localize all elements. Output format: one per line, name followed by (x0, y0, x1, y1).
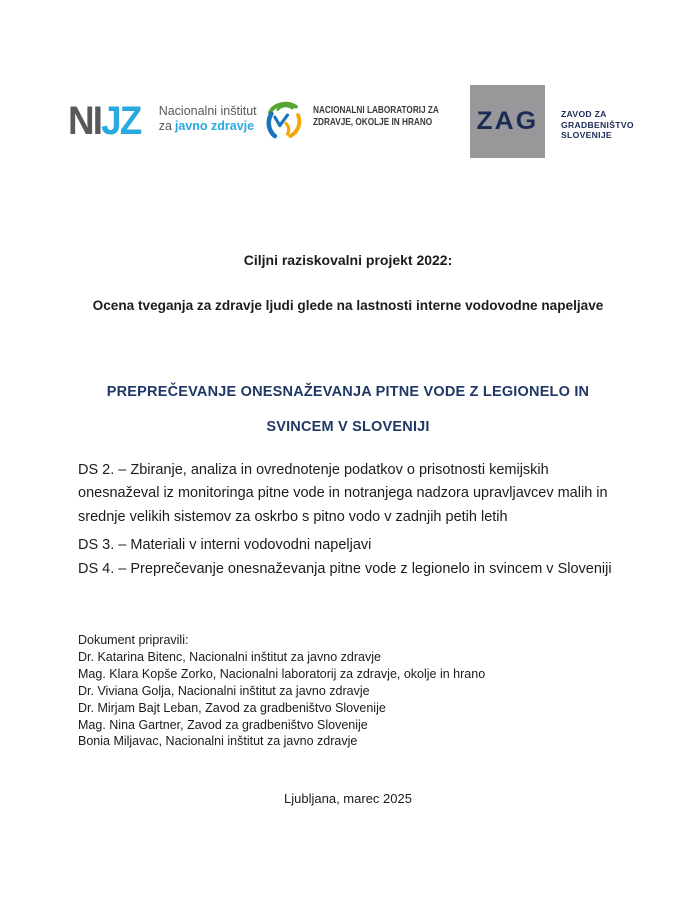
author-line: Dr. Mirjam Bajt Leban, Zavod za gradbeništvo Slovenije (78, 700, 386, 715)
nijz-tagline-highlight: javno zdravje (174, 119, 255, 133)
location-date-line: Ljubljana, marec 2025 (284, 791, 412, 806)
zag-name-line3: SLOVENIJE (561, 130, 612, 140)
author-line: Bonia Miljavac, Nacionalni inštitut za javno zdravje (78, 734, 358, 749)
nlzoh-name-line2: ZDRAVJE, OKOLJE IN HRANO (313, 116, 433, 128)
nlzoh-logo (263, 91, 463, 149)
authors-heading: Dokument pripravili: (78, 633, 189, 647)
work-package-ds2 (78, 459, 608, 529)
project-line: Ciljni raziskovalni projekt 2022: (243, 252, 453, 268)
nijz-logo (68, 98, 257, 144)
nijz-wordmark-blue: JZ (101, 99, 141, 143)
zag-name (561, 109, 634, 141)
nijz-tagline (159, 104, 257, 134)
ds2-line1: DS 2. – Zbiranje, analiza in ovrednotenje podatkov o prisotnosti kemijskih (78, 462, 549, 478)
zag-wordmark: ZAG (476, 107, 539, 135)
author-line: Mag. Nina Gartner, Zavod za gradbeništvo Slovenije (78, 717, 368, 732)
zag-logo (470, 85, 634, 158)
author-line: Dr. Viviana Golja, Nacionalni inštitut za javno zdravje (78, 683, 370, 698)
nijz-tagline-prefix: za (158, 119, 172, 133)
nlzoh-name (313, 105, 439, 128)
author-line: Mag. Klara Kopše Zorko, Nacionalni laboratorij za zdravje, okolje in hrano (78, 666, 486, 681)
nijz-wordmark (68, 98, 140, 144)
work-package-ds3: DS 3. – Materiali v interni vodovodni napeljavi (78, 537, 372, 553)
ds2-line3: srednje velikih sistemov za oskrbo s pitno vodo v zadnjih petih letih (78, 508, 508, 525)
zag-name-line1: ZAVOD ZA (561, 109, 607, 119)
nijz-tagline-line2 (159, 119, 257, 134)
authors-block (78, 632, 485, 750)
work-package-ds4: DS 4. – Preprečevanje onesnaževanja pitne vode z legionelo in svincem v Sloveniji (78, 561, 612, 577)
author-line: Dr. Katarina Bitenc, Nacionalni inštitut za javno zdravje (78, 649, 381, 664)
zag-logo-box (470, 85, 545, 158)
nijz-tagline-line1: Nacionalni inštitut (158, 104, 257, 118)
main-title-line1: PREPREČEVANJE ONESNAŽEVANJA PITNE VODE Z LEGIONELO IN (106, 384, 590, 400)
main-title-line2: SVINCEM V SLOVENIJI (266, 419, 430, 435)
nlzoh-name-line1: NACIONALNI LABORATORIJ ZA (313, 105, 439, 116)
project-title: Ocena tveganja za zdravje ljudi glede na lastnosti interne vodovodne napeljave (92, 298, 604, 313)
zag-name-line2: GRADBENIŠTVO (561, 119, 634, 130)
nijz-wordmark-gray: NI (68, 99, 102, 143)
nlzoh-sphere-icon (263, 91, 305, 149)
ds2-line2: onesnaževal iz monitoringa pitne vode in notranjega nadzora upravljavcev malih in (78, 485, 608, 502)
